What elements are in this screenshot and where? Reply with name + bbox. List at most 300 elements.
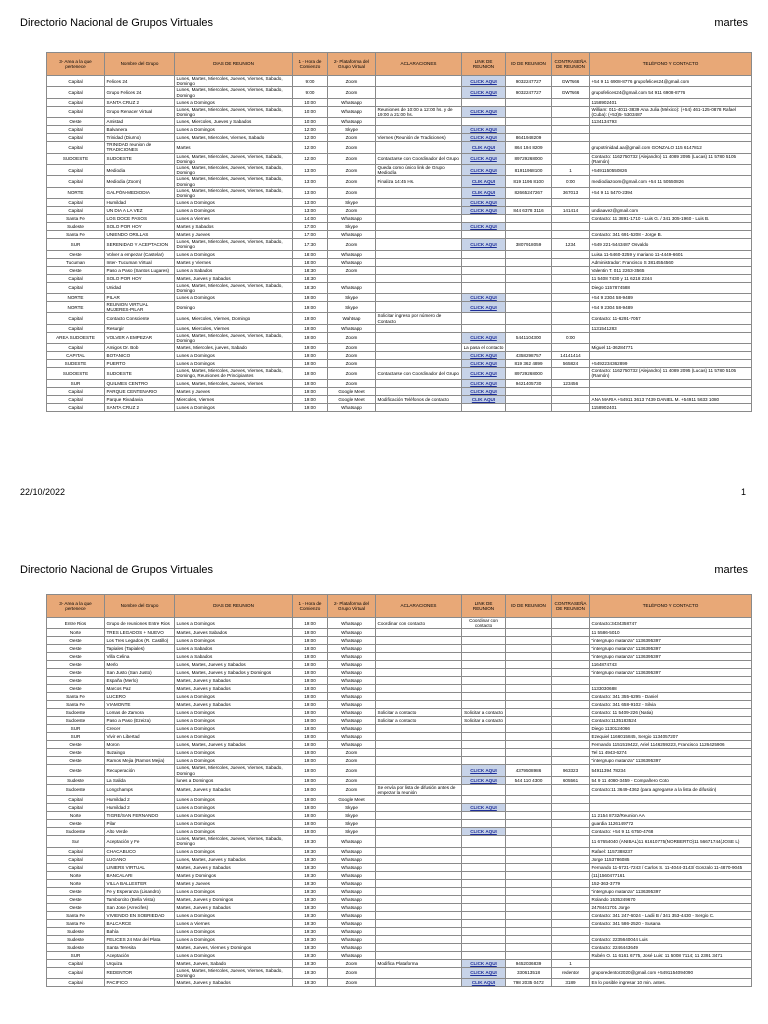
area-cell: NORTE <box>47 187 105 198</box>
meeting-link-cell <box>462 215 506 223</box>
table-row <box>47 935 752 943</box>
meeting-link-cell <box>462 911 506 919</box>
table-row <box>47 352 752 360</box>
click-aqui-link[interactable]: CLICK AQUI <box>470 370 497 376</box>
document-day: martes <box>714 564 748 576</box>
table-row <box>47 871 752 879</box>
contact-cell: Contacto: 341 658-9102 - Silvia <box>590 701 752 709</box>
group-name-cell: Fe y Esperanza (Lisandro) <box>105 887 175 895</box>
meeting-days-cell: Martes y Jueves <box>175 231 293 239</box>
meeting-days-cell: Lunes, Martes, Miercoles, Jueves, Viernes, Sabado, Domingo <box>175 282 293 293</box>
start-time-cell: 19:00 <box>293 653 328 661</box>
meeting-days-cell: Martes, Jueves, Sabado <box>175 959 293 967</box>
meeting-days-cell: Lunes a Domingos <box>175 828 293 836</box>
click-aqui-link[interactable]: CLICK AQUI <box>470 388 497 394</box>
meeting-link-cell <box>462 645 506 653</box>
click-aqui-link[interactable]: CLICK AQUI <box>470 200 497 206</box>
contact-cell: 152-363-3779 <box>590 879 752 887</box>
area-cell: Capital <box>47 804 105 812</box>
contact-cell: "intergrupo matanza" 1136395397 <box>590 645 752 653</box>
meeting-days-cell: Lunes, Martes, Jueves y Sabados <box>175 741 293 749</box>
notes-cell <box>376 344 462 352</box>
start-time-cell: 19:30 <box>293 887 328 895</box>
password-cell <box>552 804 590 812</box>
meeting-link-cell <box>462 685 506 693</box>
meeting-id-cell <box>506 677 552 685</box>
password-cell <box>552 887 590 895</box>
click-aqui-link[interactable]: CLICK AQUI <box>470 78 497 84</box>
group-name-cell: Recuperación <box>105 765 175 776</box>
click-aqui-link[interactable]: CLICK AQUI <box>470 829 497 835</box>
start-time-cell: 19:00 <box>293 661 328 669</box>
table-row <box>47 126 752 134</box>
meeting-days-cell: Martes, Jueves y Domingos <box>175 895 293 903</box>
contact-cell: Luisa 11-5460-3259 y mariano 11-4449-6601 <box>590 250 752 258</box>
click-aqui-link[interactable]: CLICK AQUI <box>470 805 497 811</box>
area-cell: Oeste <box>47 903 105 911</box>
contact-cell <box>590 223 752 231</box>
start-time-cell: 19:30 <box>293 927 328 935</box>
meeting-link-cell <box>462 959 506 967</box>
table-row <box>47 313 752 324</box>
meeting-link-cell <box>462 749 506 757</box>
group-name-cell: Unidad <box>105 282 175 293</box>
click-aqui-link[interactable]: CLICK AQUI <box>470 768 497 773</box>
area-cell: Oeste <box>47 741 105 749</box>
group-name-cell: Marcos Paz <box>105 685 175 693</box>
table-row <box>47 165 752 176</box>
meeting-days-cell: Lunes, Martes, Miercoles, Jueves, Viernes, Sabado, Domingo <box>175 165 293 176</box>
contact-cell: Contacto: 11 3891-1710 - Luis G. / 341 305-1960 - Luis B. <box>590 215 752 223</box>
platform-cell: Zoom <box>328 153 376 164</box>
meeting-days-cell: Lunes, Martes, Jueves y Sabados <box>175 661 293 669</box>
platform-cell: Skype <box>328 812 376 820</box>
meeting-id-cell: 8641948209 <box>506 134 552 142</box>
area-cell: Oeste <box>47 685 105 693</box>
meeting-days-cell: Lunes a Domingos <box>175 717 293 725</box>
meeting-days-cell: Lunes a Sabados <box>175 645 293 653</box>
notes-cell: Viernes (Reunión de Tradiciones) <box>376 134 462 142</box>
meeting-days-cell: Martes, Jueves y Sabados <box>175 274 293 282</box>
click-aqui-link[interactable]: CLICK AQUI <box>470 127 497 133</box>
contact-cell <box>590 387 752 395</box>
meeting-link-cell <box>462 165 506 176</box>
notes-cell <box>376 661 462 669</box>
meeting-days-cell: Lunes a Domingos <box>175 199 293 207</box>
contact-cell: ANA MARIA +54911 3613 7439 DANIEL M. +54911 5633 1080 <box>590 395 752 403</box>
notes-cell <box>376 142 462 153</box>
meeting-days-cell: Lunes a Domingos <box>175 709 293 717</box>
meeting-days-cell: Lunes a Domingos <box>175 294 293 302</box>
meeting-link-cell <box>462 199 506 207</box>
meeting-link-cell <box>462 669 506 677</box>
notes-cell <box>376 879 462 887</box>
table-row <box>47 258 752 266</box>
password-cell <box>552 344 590 352</box>
table-row <box>47 629 752 637</box>
contact-cell: +5492234362899 <box>590 360 752 368</box>
group-name-cell: Tamborcito (Bella Vista) <box>105 895 175 903</box>
password-cell <box>552 863 590 871</box>
table-row <box>47 653 752 661</box>
platform-cell: Zoom <box>328 165 376 176</box>
notes-cell <box>376 749 462 757</box>
table-row <box>47 951 752 959</box>
group-name-cell: QUILMES CENTRO <box>105 379 175 387</box>
start-time-cell: 19:00 <box>293 812 328 820</box>
area-cell: Oeste <box>47 887 105 895</box>
contact-cell: +54 9 2304 58-9489 <box>590 302 752 313</box>
start-time-cell: 19:30 <box>293 903 328 911</box>
notes-cell <box>376 653 462 661</box>
meeting-link-cell <box>462 887 506 895</box>
password-cell <box>552 106 590 117</box>
platform-cell: Zoom <box>328 134 376 142</box>
platform-cell: Zoom <box>328 87 376 98</box>
contact-cell: 1131541283 <box>590 324 752 332</box>
start-time-cell: 18:30 <box>293 282 328 293</box>
table-row <box>47 76 752 87</box>
start-time-cell: 18:30 <box>293 274 328 282</box>
group-name-cell: SERENIDAD Y ACEPTACION <box>105 239 175 250</box>
start-time-cell: 19:00 <box>293 677 328 685</box>
platform-cell: Whatsapp <box>328 653 376 661</box>
password-cell <box>552 828 590 836</box>
contact-cell: 1164874743 <box>590 661 752 669</box>
password-cell: 123456 <box>552 379 590 387</box>
header-password: CONTRASEÑA DE REUNION <box>552 595 590 618</box>
meeting-id-cell <box>506 661 552 669</box>
click-aqui-link[interactable]: CLICK AQUI <box>470 970 497 976</box>
group-name-cell: GALPÓN-MEDIODIA <box>105 187 175 198</box>
group-name-cell: Parque Rivadavia <box>105 395 175 403</box>
click-aqui-link[interactable]: CLIK AQUI <box>471 179 496 185</box>
meeting-link-cell <box>462 653 506 661</box>
area-cell: Entre Rios <box>47 618 105 629</box>
area-cell: Oeste <box>47 757 105 765</box>
platform-cell: Whatsapp <box>328 701 376 709</box>
table-row <box>47 879 752 887</box>
click-aqui-link[interactable]: CLICK AQUI <box>470 208 497 214</box>
meeting-days-cell: Lunes a Domingos <box>175 796 293 804</box>
platform-cell: Zoom <box>328 765 376 776</box>
password-cell <box>552 903 590 911</box>
start-time-cell: 12:00 <box>293 142 328 153</box>
table-row <box>47 717 752 725</box>
password-cell <box>552 836 590 847</box>
password-cell <box>552 717 590 725</box>
meeting-id-cell <box>506 395 552 403</box>
header-start-time: 1 - Hora de Comienzo <box>293 595 328 618</box>
click-aqui-link[interactable]: CLICK AQUI <box>470 380 497 386</box>
meeting-id-cell: 4379508986 <box>506 765 552 776</box>
start-time-cell: 19:00 <box>293 784 328 795</box>
table-row <box>47 134 752 142</box>
group-name-cell: Villa Celina <box>105 653 175 661</box>
meeting-link-cell <box>462 765 506 776</box>
contact-cell: grupotrinidad.aa@gmail.com GONZALO 115 6147812 <box>590 142 752 153</box>
start-time-cell: 19:30 <box>293 836 328 847</box>
table-row <box>47 332 752 343</box>
meeting-days-cell: Lunes a Domingos <box>175 820 293 828</box>
click-aqui-link[interactable]: CLIK AQUI <box>471 979 496 985</box>
contact-cell: (11)1560477161 <box>590 871 752 879</box>
meeting-link-cell <box>462 757 506 765</box>
click-aqui-link[interactable]: CLICK AQUI <box>470 135 497 141</box>
group-name-cell: Balvanera <box>105 126 175 134</box>
meeting-link-cell <box>462 250 506 258</box>
area-cell: CAPITAL <box>47 352 105 360</box>
platform-cell: Whatsapp <box>328 935 376 943</box>
contact-cell: Rafael: 1157388237 <box>590 847 752 855</box>
meeting-link-cell <box>462 903 506 911</box>
table-row <box>47 927 752 935</box>
meeting-days-cell: Martes, Jueves y Sabados <box>175 701 293 709</box>
meeting-id-cell <box>506 796 552 804</box>
meeting-link-cell <box>462 693 506 701</box>
platform-cell: Zoom <box>328 959 376 967</box>
password-cell <box>552 324 590 332</box>
notes-cell <box>376 967 462 978</box>
meeting-link-cell <box>462 725 506 733</box>
start-time-cell: 13:00 <box>293 199 328 207</box>
area-cell: Norte <box>47 871 105 879</box>
meeting-id-cell: 82665247267 <box>506 187 552 198</box>
area-cell: Santa Fe <box>47 911 105 919</box>
meeting-id-cell <box>506 701 552 709</box>
password-cell <box>552 943 590 951</box>
meeting-id-cell <box>506 895 552 903</box>
click-aqui-link[interactable]: CLICK AQUI <box>470 109 497 115</box>
click-aqui-link[interactable]: CLIK AQUI <box>471 144 496 150</box>
area-cell: Capital <box>47 796 105 804</box>
password-cell <box>552 313 590 324</box>
contact-cell: Valentin T. 011 2263-3565 <box>590 266 752 274</box>
directory-table <box>46 52 752 412</box>
contact-cell <box>590 927 752 935</box>
table-row <box>47 804 752 812</box>
click-aqui-link[interactable]: CLICK AQUI <box>470 241 497 247</box>
password-cell <box>552 677 590 685</box>
notes-cell <box>376 223 462 231</box>
start-time-cell: 19:30 <box>293 979 328 987</box>
notes-cell <box>376 979 462 987</box>
area-cell: Oeste <box>47 637 105 645</box>
contact-cell: +54 9 11 6908-8776 grupofelices24@gmail.com <box>590 76 752 87</box>
start-time-cell: 19:30 <box>293 951 328 959</box>
table-row <box>47 87 752 98</box>
platform-cell: Skype <box>328 828 376 836</box>
meeting-days-cell: Lunes a Domingos <box>175 749 293 757</box>
password-cell: 14141414 <box>552 352 590 360</box>
meeting-days-cell: Martes, Jueves, Viernes y Domingos <box>175 943 293 951</box>
start-time-cell: 13:00 <box>293 176 328 187</box>
meeting-link-cell <box>462 153 506 164</box>
meeting-id-cell <box>506 126 552 134</box>
group-name-cell: SUDOESTE <box>105 153 175 164</box>
header-password: CONTRASEÑA DE REUNION <box>552 53 590 76</box>
contact-cell: Rolando 1535249670 <box>590 895 752 903</box>
area-cell: Oeste <box>47 266 105 274</box>
meeting-link-cell <box>462 871 506 879</box>
password-cell: 565824 <box>552 360 590 368</box>
click-aqui-link[interactable]: CLICK AQUI <box>470 335 497 341</box>
meeting-link-cell <box>462 701 506 709</box>
click-aqui-link[interactable]: CLICK AQUI <box>470 960 497 966</box>
group-name-cell: TRES LEGADOS + NUEVO <box>105 629 175 637</box>
contact-cell: grupofelices24@gmail.com 54 911 6908-8776 <box>590 87 752 98</box>
contact-cell: Contacto: 341 586-2520 - Susana <box>590 919 752 927</box>
click-aqui-link[interactable]: CLIK AQUI <box>471 396 496 402</box>
notes-cell: Solicitar ingreso por número de Contacto <box>376 313 462 324</box>
meeting-link-cell <box>462 223 506 231</box>
header-meeting-link: LINK DE REUNION <box>462 53 506 76</box>
area-cell: SUR <box>47 379 105 387</box>
group-name-cell: VIAMONTE <box>105 701 175 709</box>
platform-cell: Whatsapp <box>328 677 376 685</box>
group-name-cell: TRINIDAD reunion de TRADICIONES <box>105 142 175 153</box>
group-name-cell: Los Tres Legados (R. Castillo) <box>105 637 175 645</box>
start-time-cell: 19:00 <box>293 701 328 709</box>
meeting-days-cell: Martes y Viernes <box>175 258 293 266</box>
meeting-link-cell <box>462 207 506 215</box>
start-time-cell: 19:30 <box>293 943 328 951</box>
notes-cell: Coordinar con contacto <box>376 618 462 629</box>
click-aqui-link[interactable]: CLICK AQUI <box>470 353 497 359</box>
click-aqui-link[interactable]: CLICK AQUI <box>470 167 497 173</box>
document-title: Directorio Nacional de Grupos Virtuales <box>20 17 213 29</box>
meeting-days-cell: Lunes a Domingos <box>175 126 293 134</box>
contact-cell: Contacto: 341 355-6295 - Daniel <box>590 693 752 701</box>
password-cell <box>552 927 590 935</box>
meeting-days-cell: Lunes a Domingos <box>175 403 293 411</box>
notes-cell <box>376 215 462 223</box>
table-row <box>47 855 752 863</box>
table-row <box>47 403 752 411</box>
password-cell <box>552 709 590 717</box>
notes-cell <box>376 911 462 919</box>
password-cell <box>552 231 590 239</box>
click-aqui-link[interactable]: CLICK AQUI <box>470 90 497 95</box>
platform-cell: Whatsapp <box>328 943 376 951</box>
click-aqui-link[interactable]: CLICK AQUI <box>470 304 497 310</box>
platform-cell: Zoom <box>328 344 376 352</box>
meeting-id-cell: 9452036839 <box>506 959 552 967</box>
click-aqui-link[interactable]: CLICK AQUI <box>470 777 497 783</box>
password-cell <box>552 274 590 282</box>
meeting-id-cell: 89729268000 <box>506 368 552 379</box>
group-name-cell: UN DIA A LA VEZ <box>105 207 175 215</box>
meeting-days-cell: Lunes, Martes, Miercoles, Jueves, Viernes, Sabado, Domingo <box>175 106 293 117</box>
meeting-days-cell: Lunes a Domingos <box>175 804 293 812</box>
notes-cell <box>376 294 462 302</box>
click-aqui-link[interactable]: CLICK AQUI <box>470 294 497 300</box>
area-cell: Capital <box>47 855 105 863</box>
meeting-days-cell: Martes y Domingos <box>175 871 293 879</box>
table-row <box>47 911 752 919</box>
contact-cell <box>590 134 752 142</box>
password-cell <box>552 153 590 164</box>
contact-cell: Diego 1130124066 <box>590 725 752 733</box>
password-cell <box>552 653 590 661</box>
platform-cell: Zoom <box>328 187 376 198</box>
password-cell: 605561 <box>552 776 590 784</box>
contact-cell: 11 2154 8732/Reunion AA <box>590 812 752 820</box>
meeting-id-cell <box>506 887 552 895</box>
password-cell <box>552 895 590 903</box>
area-cell: Capital <box>47 282 105 293</box>
meeting-link-cell <box>462 863 506 871</box>
platform-cell: Whatsapp <box>328 733 376 741</box>
area-cell: Capital <box>47 199 105 207</box>
password-cell <box>552 796 590 804</box>
table-row <box>47 733 752 741</box>
contact-cell: +549 221-5443487 Osvaldo <box>590 239 752 250</box>
click-aqui-link[interactable]: CLICK AQUI <box>470 156 497 162</box>
header-meeting-days: DIAS DE REUNION <box>175 53 293 76</box>
meeting-days-cell: Lunes, Miercoles, Viernes <box>175 324 293 332</box>
meeting-link-cell <box>462 661 506 669</box>
area-cell: Oeste <box>47 895 105 903</box>
area-cell: Capital <box>47 76 105 87</box>
click-aqui-link[interactable]: CLICK AQUI <box>470 361 497 367</box>
area-cell: Capital <box>47 313 105 324</box>
meeting-id-cell <box>506 804 552 812</box>
platform-cell: Zoom <box>328 757 376 765</box>
notes-cell <box>376 685 462 693</box>
start-time-cell: 19:00 <box>293 344 328 352</box>
meeting-days-cell: Lunes a Sabados <box>175 266 293 274</box>
start-time-cell: 19:00 <box>293 820 328 828</box>
meeting-id-cell <box>506 98 552 106</box>
area-cell: Capital <box>47 176 105 187</box>
meeting-link-cell <box>462 282 506 293</box>
contact-cell <box>590 126 752 134</box>
click-aqui-link[interactable]: CLIK AQUI <box>471 190 496 196</box>
meeting-days-cell: Lunes, Martes, Miercoles, Viernes, Sabado <box>175 134 293 142</box>
password-cell <box>552 250 590 258</box>
table-row <box>47 812 752 820</box>
password-cell <box>552 134 590 142</box>
meeting-link-cell <box>462 76 506 87</box>
meeting-id-cell: 798 2035 0472 <box>506 979 552 987</box>
contact-cell <box>590 959 752 967</box>
meeting-days-cell: Lunes a Domingos <box>175 250 293 258</box>
password-cell <box>552 784 590 795</box>
contact-cell: En lo posible ingresar 10 min. antes. <box>590 979 752 987</box>
password-cell <box>552 935 590 943</box>
password-cell <box>552 368 590 379</box>
notes-cell <box>376 387 462 395</box>
contact-cell: 2478441701 Jorge <box>590 903 752 911</box>
platform-cell: Zoom <box>328 207 376 215</box>
table-row <box>47 919 752 927</box>
platform-cell: Whatsapp <box>328 618 376 629</box>
platform-cell: Zoom <box>328 979 376 987</box>
start-time-cell: 19:00 <box>293 379 328 387</box>
group-name-cell: San Justo (San Justo) <box>105 669 175 677</box>
area-cell: SUR <box>47 725 105 733</box>
click-aqui-link[interactable]: CLICK AQUI <box>470 224 497 230</box>
meeting-id-cell <box>506 709 552 717</box>
table-row <box>47 142 752 153</box>
notes-cell <box>376 919 462 927</box>
table-header-row <box>47 595 752 618</box>
area-cell: Capital <box>47 142 105 153</box>
password-cell <box>552 387 590 395</box>
start-time-cell: 19:00 <box>293 395 328 403</box>
platform-cell: Whatsapp <box>328 951 376 959</box>
